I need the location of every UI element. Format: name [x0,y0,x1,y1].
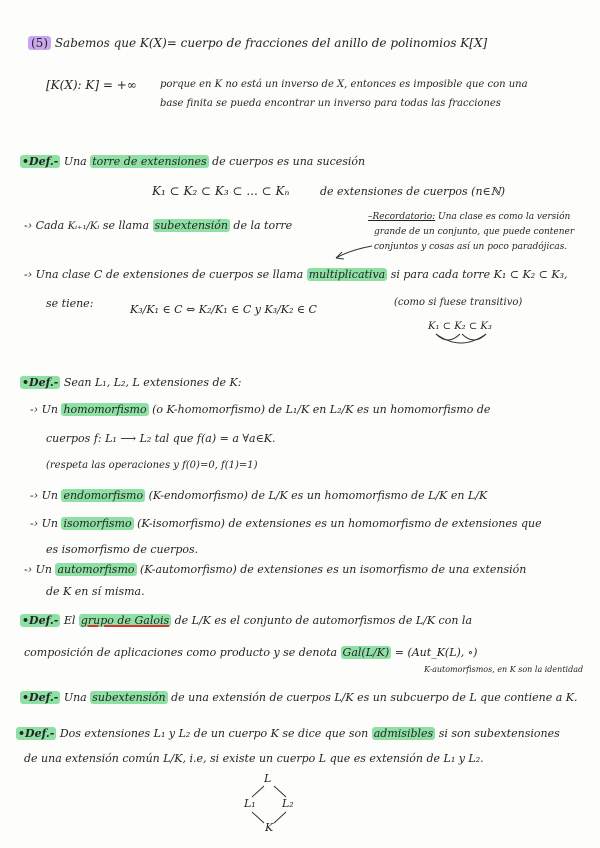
cada-pre: -› Cada [24,219,65,232]
endo-post: (K-endomorfismo) de L/K es un homomorfismo de L/K en L/K [148,489,488,502]
cada-mid: se llama [102,219,150,232]
mult-tiene: se tiene: [46,297,94,310]
iso-post: (K-isomorfismo) de extensiones es un homomorfismo de extensiones que [137,517,542,530]
degree-lhs: [K(X): K] = +∞ [46,78,137,92]
term-isomorfismo: isomorfismo [63,517,132,530]
gal-equation: = (Aut_K(L), ∘) [394,646,478,659]
mult-transitivo: (como si fuese transitivo) [394,297,523,308]
homo-pre: -› Un [30,403,58,416]
auto-pre: -› Un [24,563,52,576]
mult-formula: K₃/K₁ ∈ C ⇔ K₂/K₁ ∈ C y K₃/K₂ ∈ C [130,303,317,316]
diamond-left: L₁ [244,797,256,810]
diamond-right: L₂ [282,797,294,810]
cada-post: de la torre [233,219,293,232]
admisibles-line-2: de una extensión común L/K, i.e, si existe un cuerpo L que es extensión de L₁ y L₂. [24,752,484,765]
intro-text: Sabemos que K(X)= cuerpo de fracciones del anillo de polinomios K[X] [54,36,488,50]
term-admisibles: admisibles [373,727,434,740]
term-grupo-galois: grupo de Galois [80,614,170,627]
homo-post: (o K-homomorfismo) de L₁/K en L₂/K es un homomorfismo de [152,403,491,416]
iso-pre: -› Un [30,517,58,530]
def-galois-post: de L/K es el conjunto de automorfismos de L/K con la [174,614,472,627]
def-label: •Def.- [22,614,59,627]
iso-line-2: es isomorfismo de cuerpos. [46,543,199,556]
def-label: •Def.- [22,155,59,168]
galois-note: K-automorfismos, en K son la identidad [424,665,584,674]
galois-line-2-text: composición de aplicaciones como producto y se denota [24,646,338,659]
gal-notation: Gal(L/K) [342,646,390,659]
cada-fraction: Kᵢ₊₁/Kᵢ [67,221,100,232]
mult-post: si para cada torre K₁ ⊂ K₂ ⊂ K₃, [390,268,568,281]
term-subextension: subextensión [92,691,166,704]
term-endomorfismo: endomorfismo [63,489,144,502]
recordatorio-text-1: Una clase es como la versión [438,212,571,222]
term-homomorfismo: homomorfismo [63,403,147,416]
auto-post: (K-automorfismo) de extensiones es un isomorfismo de una extensión [140,563,527,576]
endo-pre: -› Un [30,489,58,502]
recordatorio-line-3: conjuntos y cosas así un poco paradójicas. [374,242,568,252]
def-torre-pre: Una [63,155,87,168]
def-label: •Def.- [22,376,59,389]
tower-chain-note: de extensiones de cuerpos (n∈ℕ) [320,185,506,198]
recordatorio-line-2: grande de un conjunto, que puede contener [374,227,575,237]
def-admisibles-pre: Dos extensiones L₁ y L₂ de un cuerpo K se dice que son [59,727,369,740]
homo-line-3: (respeta las operaciones y f(0)=0, f(1)=1) [46,460,258,471]
mult-mini-chain: K₁ ⊂ K₂ ⊂ K₃ [428,321,492,332]
def-morfismos-intro: Sean L₁, L₂, L extensiones de K: [63,376,242,389]
degree-explanation-2: base finita se pueda encontrar un inverso para todas las fracciones [160,98,501,109]
def-galois-pre: El [63,614,76,627]
def-subext-pre: Una [63,691,87,704]
def-label: •Def.- [18,727,55,740]
homo-line-2: cuerpos f: L₁ ⟶ L₂ tal que f(a) = a ∀a∈K. [46,432,276,445]
term-multiplicativa: multiplicativa [308,268,386,281]
diamond-top: L [264,772,272,785]
def-admisibles-post: si son subextensiones [438,727,560,740]
term-subextension-torre: subextensión [154,219,228,232]
tower-chain: K₁ ⊂ K₂ ⊂ K₃ ⊂ ... ⊂ Kₙ [152,184,290,198]
diamond-bottom: K [265,821,274,834]
def-torre-post: de cuerpos es una sucesión [212,155,366,168]
def-label: •Def.- [22,691,59,704]
term-torre: torre de extensiones [92,155,207,168]
term-automorfismo: automorfismo [57,563,135,576]
mult-pre: -› Una clase C de extensiones de cuerpos se llama [24,268,304,281]
def-subext-post: de una extensión de cuerpos L/K es un subcuerpo de L que contiene a K. [171,691,578,704]
auto-line-2: de K en sí misma. [46,585,145,598]
exercise-badge: (5) [28,36,51,50]
recordatorio-label: –Recordatorio: [368,212,436,222]
degree-explanation-1: porque en K no está un inverso de X, entonces es imposible que con una [160,79,528,90]
